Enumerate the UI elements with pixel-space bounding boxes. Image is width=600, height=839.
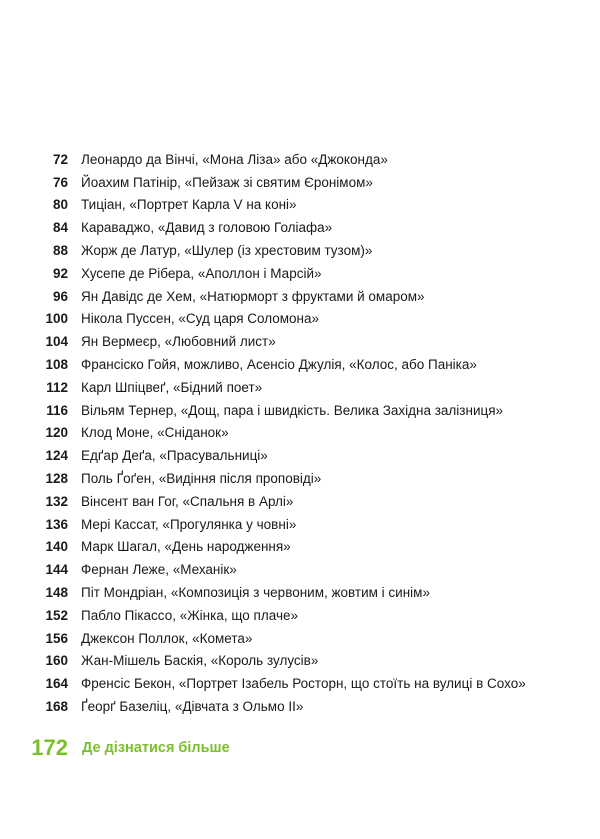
toc-page-number: 156 (45, 630, 68, 646)
toc-page-number: 104 (45, 334, 68, 350)
toc-page-number: 128 (45, 471, 68, 487)
further-reading-title: Де дізнатися більше (82, 740, 230, 756)
toc-entry[interactable] (0, 399, 600, 422)
toc-entry-title: Ян Давідс де Хем, «Натюрморт з фруктами й омаром» (81, 288, 425, 304)
toc-page-number: 148 (45, 585, 68, 601)
toc-entry[interactable] (0, 376, 600, 399)
toc-entry[interactable] (0, 558, 600, 581)
toc-entry-title: Тиціан, «Портрет Карла V на коні» (81, 197, 297, 213)
toc-entry[interactable] (0, 308, 600, 331)
toc-entry-title: Едґар Деґа, «Прасувальниці» (81, 448, 268, 464)
toc-entry-title: Нікола Пуссен, «Суд царя Соломона» (81, 311, 320, 327)
toc-entry-title: Караваджо, «Давид з головою Голіафа» (81, 220, 333, 236)
toc-page-number: 88 (52, 243, 68, 259)
toc-page-number: 96 (52, 288, 68, 304)
toc-entry[interactable] (0, 216, 600, 239)
toc-entry-title: Джексон Поллок, «Комета» (81, 630, 253, 646)
toc-page-number: 80 (52, 197, 68, 213)
toc-entry[interactable] (0, 171, 600, 194)
toc-entry-title: Марк Шагал, «День народження» (81, 539, 291, 555)
toc-entry[interactable] (0, 353, 600, 376)
toc-entry-title: Піт Мондріан, «Композиція з червоним, жовтим і синім» (81, 585, 430, 601)
toc-entry-title: Поль Ґоґен, «Видіння після проповіді» (81, 471, 322, 487)
toc-entry[interactable] (0, 262, 600, 285)
toc-page-number: 72 (52, 151, 68, 167)
toc-entry-title: Карл Шпіцвеґ, «Бідний поет» (81, 379, 263, 395)
toc-entry-title: Йоахим Патінір, «Пейзаж зі святим Єронімом» (81, 174, 373, 190)
toc-entry-title: Клод Моне, «Сніданок» (81, 425, 229, 441)
toc-entry[interactable] (0, 148, 600, 171)
toc-entry[interactable] (0, 285, 600, 308)
toc-entry-title: Вільям Тернер, «Дощ, пара і швидкість. Велика Західна залізниця» (81, 402, 504, 418)
toc-page-number: 76 (52, 174, 68, 190)
toc-entry[interactable] (0, 513, 600, 536)
toc-page-number: 144 (45, 562, 68, 578)
toc-entry[interactable] (0, 467, 600, 490)
toc-entry[interactable] (0, 444, 600, 467)
toc-entry-title: Френсіс Бекон, «Портрет Ізабель Росторн, що стоїть на вулиці в Сохо» (81, 676, 526, 692)
toc-page-number: 160 (45, 653, 68, 669)
toc-page-number: 132 (45, 493, 68, 509)
toc-entry-title: Пабло Пікассо, «Жінка, що плаче» (81, 607, 299, 623)
toc-entry-title: Жорж де Латур, «Шулер (із хрестовим тузом)» (81, 243, 373, 259)
toc-entry-title: Ян Вермеєр, «Любовний лист» (81, 334, 276, 350)
toc-entry-title: Фернан Леже, «Механік» (81, 562, 237, 578)
toc-page-number: 116 (46, 402, 68, 418)
toc-page-number: 112 (46, 379, 68, 395)
toc-entry-title: Хусепе де Рібера, «Аполлон і Марсій» (81, 265, 322, 281)
toc-entry[interactable] (0, 581, 600, 604)
toc-entry-title: Франсіско Гойя, можливо, Асенсіо Джулія, «Колос, або Паніка» (81, 357, 477, 373)
toc-page-number: 92 (52, 265, 68, 281)
toc-entry[interactable] (0, 627, 600, 650)
toc-page-number: 124 (45, 448, 68, 464)
toc-entry[interactable] (0, 650, 600, 673)
toc-entry-title: Леонардо да Вінчі, «Мона Ліза» або «Джоконда» (81, 151, 388, 167)
toc-entry-title: Ґеорґ Базеліц, «Дівчата з Ольмо II» (81, 699, 304, 715)
toc-entry[interactable] (0, 536, 600, 559)
toc-entry[interactable] (0, 194, 600, 217)
toc-page-number: 140 (45, 539, 68, 555)
toc-page-number: 100 (45, 311, 68, 327)
further-reading-page-number: 172 (31, 735, 68, 760)
toc-page-number: 120 (45, 425, 68, 441)
toc-entry[interactable] (0, 695, 600, 718)
table-of-contents (0, 148, 600, 718)
toc-entry[interactable] (0, 672, 600, 695)
toc-entry[interactable] (0, 490, 600, 513)
toc-entry-title: Вінсент ван Гог, «Спальня в Арлі» (81, 493, 294, 509)
toc-entry[interactable] (0, 330, 600, 353)
toc-entry[interactable] (0, 604, 600, 627)
further-reading-entry[interactable] (0, 735, 600, 761)
toc-entry[interactable] (0, 422, 600, 445)
toc-entry[interactable] (0, 239, 600, 262)
toc-page-number: 164 (45, 676, 68, 692)
toc-entry-title: Жан-Мішель Баскія, «Король зулусів» (81, 653, 319, 669)
toc-entry-title: Мері Кассат, «Прогулянка у човні» (81, 516, 297, 532)
toc-page-number: 136 (45, 516, 68, 532)
toc-page-number: 152 (45, 607, 68, 623)
toc-page-number: 168 (45, 699, 68, 715)
toc-page-number: 84 (52, 220, 68, 236)
toc-page-number: 108 (45, 357, 68, 373)
